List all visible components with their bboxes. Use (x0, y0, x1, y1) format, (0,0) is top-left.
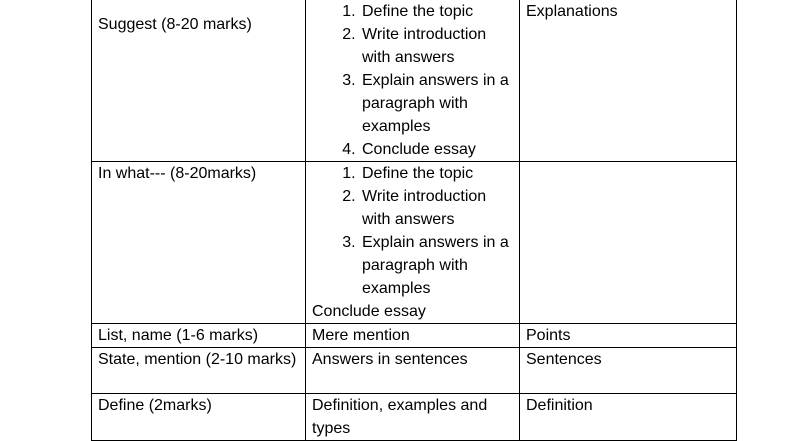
approach-cell (306, 324, 520, 348)
conclude-essay-text: Conclude essay (312, 303, 426, 320)
format-label: Points (526, 327, 571, 344)
question-type-label: List, name (1-6 marks) (98, 327, 259, 344)
list-item: 2. Write introduction with answers (360, 23, 513, 69)
table-row (92, 162, 737, 324)
approach-cell (306, 0, 520, 162)
format-cell (520, 324, 737, 348)
format-cell (520, 394, 737, 441)
question-type-label: Define (2marks) (98, 397, 212, 414)
steps-list (312, 0, 513, 161)
list-item: 1. Define the topic (360, 162, 513, 185)
list-item: 3. Explain answers in a paragraph with examples (360, 69, 513, 138)
approach-label: Definition, examples and types (312, 397, 488, 437)
steps-list (312, 162, 513, 300)
format-label: Explanations (526, 3, 618, 20)
format-cell (520, 162, 737, 324)
list-item: 1. Define the topic (360, 0, 513, 23)
table-row (92, 324, 737, 348)
table-row (92, 394, 737, 441)
format-cell (520, 0, 737, 162)
list-item: 2. Write introduction with answers (360, 185, 513, 231)
question-type-label: State, mention (2-10 marks) (98, 351, 297, 368)
list-item: 3. Explain answers in a paragraph with examples (360, 231, 513, 300)
question-type-cell (92, 0, 306, 162)
approach-label: Answers in sentences (312, 351, 468, 368)
format-label: Sentences (526, 351, 602, 368)
question-type-cell (92, 348, 306, 394)
question-type-cell (92, 162, 306, 324)
table-row (92, 0, 737, 162)
question-type-label: In what--- (8-20marks) (98, 165, 257, 182)
question-type-label: Suggest (8-20 marks) (98, 16, 252, 33)
approach-cell (306, 348, 520, 394)
list-item: 4. Conclude essay (360, 138, 513, 161)
approach-label: Mere mention (312, 327, 410, 344)
question-type-cell (92, 394, 306, 441)
table-row (92, 348, 737, 394)
format-cell (520, 348, 737, 394)
approach-cell (306, 394, 520, 441)
approach-cell (306, 162, 520, 324)
format-label: Definition (526, 397, 593, 414)
answer-guide-table (91, 0, 737, 441)
question-type-cell (92, 324, 306, 348)
